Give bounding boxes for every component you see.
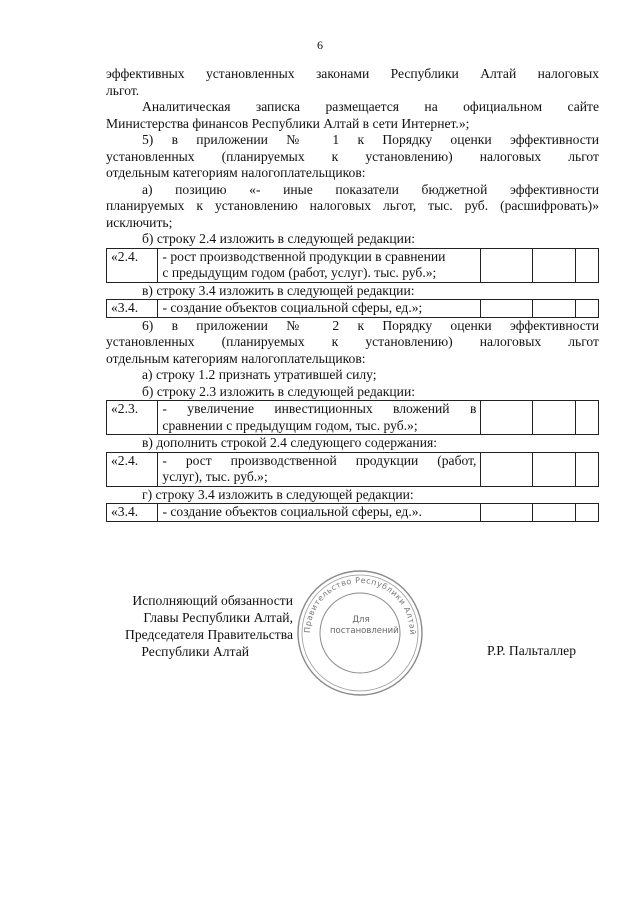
paragraph: отдельным категориям налогоплательщиков: — [106, 165, 366, 180]
paragraph: планируемых к установлению налоговых льгот, тыс. руб. (расшифровать)» — [106, 198, 599, 213]
signature-title-line: Республики Алтай — [141, 644, 249, 659]
signature-title-line: Председателя Правительства — [125, 627, 293, 642]
row-text — [158, 300, 481, 318]
paragraph: а) позицию «- иные показатели бюджетной эффективности — [142, 181, 599, 197]
row-text-line: - рост производственной продукции в сравнении — [162, 248, 446, 264]
signature-title-line: Главы Республики Алтай, — [143, 610, 293, 625]
row-text-line: - создание объектов социальной сферы, ед.». — [162, 504, 422, 519]
paragraph: 5) в приложении № 1 к Порядку оценки эффективности — [142, 132, 599, 147]
row-number: «2.4. — [107, 452, 158, 486]
empty-cell — [481, 504, 533, 522]
row-text — [158, 248, 481, 282]
row-text-line: с предыдущим годом (работ, услуг). тыс. руб.»; — [162, 265, 437, 280]
empty-cell — [576, 401, 599, 435]
empty-cell — [481, 300, 533, 318]
signatory-name: Р.Р. Пальталлер — [487, 643, 577, 658]
page-number: 6 — [317, 38, 323, 52]
signature-title-line: Исполняющий обязанности — [132, 593, 293, 608]
paragraph: б) строку 2.4 изложить в следующей редакции: — [142, 231, 416, 246]
paragraph: г) строку 3.4 изложить в следующей редакции: — [142, 486, 414, 502]
paragraph: эффективных установленных законами Республики Алтай налоговых — [106, 66, 599, 81]
table-row-2-3 — [106, 400, 599, 435]
row-number: «2.4. — [107, 248, 158, 282]
empty-cell — [532, 401, 576, 435]
empty-cell — [481, 452, 532, 486]
paragraph: в) дополнить строкой 2.4 следующего содержания: — [142, 435, 437, 450]
row-text-line: - создание объектов социальной сферы, ед.»; — [162, 300, 423, 315]
paragraph: установленных (планируемых к установлению) налоговых льгот — [106, 334, 599, 349]
row-text-line: сравнении с предыдущим годом, тыс. руб.»; — [162, 417, 418, 433]
table-row-2-4 — [106, 248, 599, 283]
row-text-line: - рост производственной продукции (работ, — [162, 452, 477, 468]
row-number: «3.4. — [107, 300, 158, 318]
seal-ring-text: Правительство Республики Алтай — [302, 575, 418, 636]
empty-cell — [532, 504, 576, 522]
signature-block — [108, 592, 293, 660]
paragraph: Министерства финансов Республики Алтай в сети Интернет.»; — [106, 115, 470, 131]
seal-center-line: Для — [352, 615, 370, 625]
paragraph: установленных (планируемых к установлению) налоговых льгот — [106, 148, 599, 164]
paragraph: в) строку 3.4 изложить в следующей редакции: — [142, 282, 415, 298]
row-text — [158, 452, 481, 486]
paragraph: льгот. — [106, 82, 140, 98]
empty-cell — [576, 504, 599, 522]
paragraph: Аналитическая записка размещается на официальном сайте — [142, 99, 599, 114]
empty-cell — [481, 248, 532, 282]
table-row-3-4 — [106, 299, 599, 318]
paragraph: а) строку 1.2 признать утратившей силу; — [142, 367, 377, 382]
row-number: «2.3. — [107, 401, 158, 435]
paragraph: б) строку 2.3 изложить в следующей редакции: — [142, 383, 416, 399]
seal-center-text — [330, 615, 399, 637]
paragraph: исключить; — [106, 214, 173, 230]
table-row-3-4-final — [106, 503, 599, 522]
empty-cell — [576, 248, 599, 282]
table-row-2-4-new — [106, 452, 599, 487]
paragraph: отдельным категориям налогоплательщиков: — [106, 350, 366, 366]
seal-center-line: постановлений — [330, 626, 399, 636]
empty-cell — [576, 452, 599, 486]
paragraph: 6) в приложении № 2 к Порядку оценки эффективности — [142, 317, 599, 333]
row-number: «3.4. — [107, 504, 158, 522]
row-text — [158, 401, 481, 435]
empty-cell — [481, 401, 532, 435]
row-text — [158, 504, 481, 522]
row-text-line: услуг), тыс. руб.»; — [162, 469, 268, 484]
empty-cell — [532, 452, 576, 486]
row-text-line: - увеличение инвестиционных вложений в — [162, 401, 477, 416]
document-body — [106, 66, 599, 522]
empty-cell — [576, 300, 599, 318]
empty-cell — [532, 248, 576, 282]
empty-cell — [532, 300, 576, 318]
